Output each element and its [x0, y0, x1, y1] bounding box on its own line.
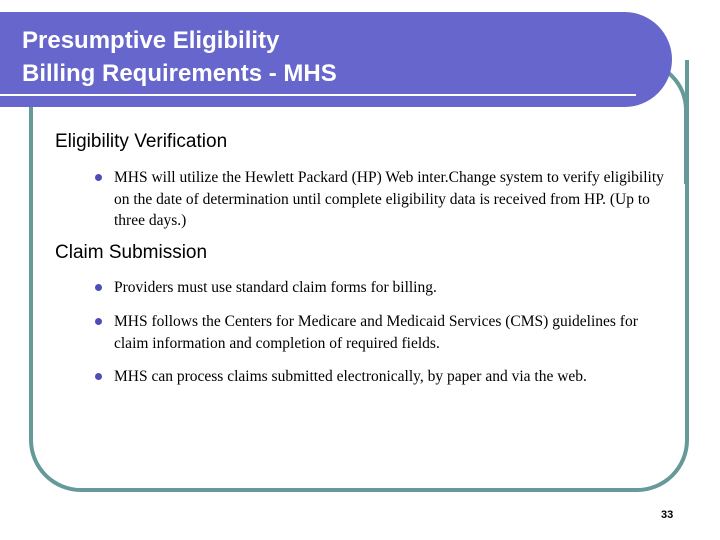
slide-title: [22, 24, 337, 90]
bullet-item: [114, 277, 674, 299]
bullet-item: [114, 366, 684, 388]
bullet-item: [114, 311, 644, 354]
page-number: 33: [661, 509, 674, 521]
bullet-text: MHS will utilize the Hewlett Packard (HP) Web inter.Change system to verify eligibility on the date of determination until complete eligibility data is received from HP. (Up to three days.): [114, 169, 664, 229]
section-heading: Eligibility Verification: [55, 131, 228, 152]
title-line-1: Presumptive Eligibility: [22, 27, 280, 54]
content-frame: [29, 60, 689, 492]
bullet-icon: [95, 174, 102, 181]
title-underline: [0, 94, 636, 96]
bullet-text: Providers must use standard claim forms for billing.: [114, 279, 437, 296]
bullet-icon: [95, 373, 102, 380]
bullet-text: MHS can process claims submitted electronically, by paper and via the web.: [114, 368, 587, 385]
bullet-text: MHS follows the Centers for Medicare and Medicaid Services (CMS) guidelines for claim information and completion of required fields.: [114, 313, 638, 352]
section-heading: Claim Submission: [55, 242, 208, 263]
bullet-icon: [95, 318, 102, 325]
bullet-item: [114, 167, 664, 232]
bullet-icon: [95, 284, 102, 291]
title-line-2: Billing Requirements - MHS: [22, 60, 337, 87]
